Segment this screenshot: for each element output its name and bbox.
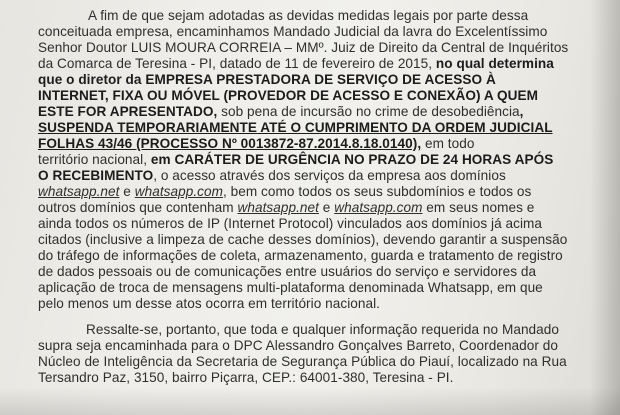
text-line: ainda todos os números de IP (Internet Protocol) vinculados aos domínios já acima bbox=[38, 216, 543, 231]
text-line: aplicação de troca de mensagens multi-plataforma denominada Whatsapp, em que bbox=[38, 280, 543, 295]
text-line: território nacional, em CARÁTER DE URGÊNCIA NO PRAZO DE 24 HORAS APÓS bbox=[38, 152, 554, 167]
page-shadow bbox=[0, 387, 620, 415]
text-line: do tráfego de informações de coleta, armazenamento, guarda e tratamento de registro bbox=[38, 248, 563, 263]
text-line: citados (inclusive a limpeza de cache desses domínios), devendo garantir a suspensão bbox=[38, 232, 568, 247]
text-line: Núcleo de Inteligência da Secretaria de Segurança Pública do Piauí, localizado na Rua bbox=[38, 354, 567, 369]
text-line: outros domínios que contenham whatsapp.net e whatsapp.com em seus nomes e bbox=[38, 200, 535, 215]
page-shadow bbox=[590, 0, 620, 415]
domain-link: whatsapp.com bbox=[134, 184, 223, 199]
text-line: supra seja encaminhada para o DPC Alessandro Gonçalves Barreto, Coordenador do bbox=[38, 338, 559, 353]
text-line: A fim de que sejam adotadas as devidas medidas legais por parte dessa bbox=[88, 8, 529, 23]
text-line: INTERNET, FIXA OU MÓVEL (PROVEDOR DE ACESSO E CONEXÃO) A QUEM bbox=[38, 88, 539, 103]
text-line: ESTE FOR APRESENTADO, sob pena de incursão no crime de desobediência, bbox=[38, 104, 524, 119]
text-line: FOLHAS 43/46 (PROCESSO Nº 0013872-87.2014.8.18.0140), em todo bbox=[38, 136, 475, 151]
text-line: de dados pessoais ou de comunicações entre usuários do serviço e servidores da bbox=[38, 264, 537, 279]
text-line: whatsapp.net e whatsapp.com, bem como todos os seus subdomínios e todos os bbox=[38, 184, 532, 199]
domain-link: whatsapp.net bbox=[38, 184, 120, 199]
text-line: da Comarca de Teresina - PI, datado de 11 de fevereiro de 2015, no qual determina bbox=[38, 56, 554, 71]
text-line: conceituada empresa, encaminhamos Mandado Judicial da lavra do Excelentíssimo bbox=[38, 24, 548, 39]
text-line: Senhor Doutor LUIS MOURA CORREIA – MMº. Juiz de Direito da Central de Inquéritos bbox=[38, 40, 569, 55]
text-line: O RECEBIMENTO, o acesso através dos serviços da empresa aos domínios bbox=[38, 168, 506, 183]
text-line: Ressalte-se, portanto, que toda e qualquer informação requerida no Mandado bbox=[86, 322, 559, 337]
domain-link: whatsapp.com bbox=[334, 200, 423, 215]
text-line: Tersandro Paz, 3150, bairro Piçarra, CEP.: 64001-380, Teresina - PI. bbox=[38, 370, 454, 385]
text-line: pelo menos um desse atos ocorra em território nacional. bbox=[38, 296, 381, 311]
text-line: que o diretor da EMPRESA PRESTADORA DE SERVIÇO DE ACESSO À bbox=[38, 72, 496, 87]
domain-link: whatsapp.net bbox=[237, 200, 319, 215]
text-line: SUSPENDA TEMPORARIAMENTE ATÉ O CUMPRIMENTO DA ORDEM JUDICIAL bbox=[38, 120, 553, 135]
